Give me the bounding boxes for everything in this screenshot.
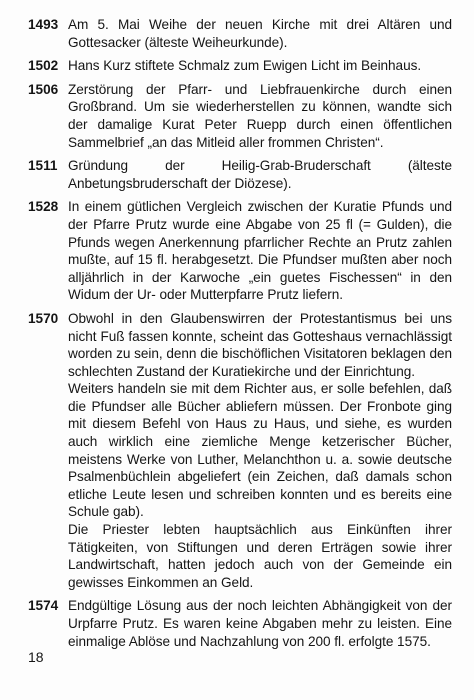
entry-text	[68, 81, 452, 151]
entry-text	[68, 57, 452, 75]
chronicle-entry	[28, 16, 452, 51]
entry-year: 1506	[28, 81, 59, 97]
entry-text	[68, 16, 452, 51]
entry-paragraph: Hans Kurz stiftete Schmalz zum Ewigen Licht im Beinhaus.	[68, 58, 422, 74]
entry-year: 1570	[28, 310, 59, 326]
chronicle-entry	[28, 57, 452, 75]
entry-year: 1574	[28, 598, 59, 614]
chronicle-entry	[28, 157, 452, 192]
entry-paragraph: Gründung der Heilig-Grab-Bruderschaft (älteste Anbetungsbruderschaft der Diözese).	[68, 158, 452, 191]
entry-paragraph: Obwohl in den Glaubenswirren der Protestantismus bei uns nicht Fuß fassen konnte, scheint das Gotteshaus vernachlässigt worden zu sein, denn die bischöflichen Visitatoren beklagen den schlechten Zustand der Kuratiekirche und der Einrichtung.	[68, 310, 452, 379]
chronicle-entry	[28, 597, 452, 650]
chronicle-entry	[28, 198, 452, 304]
chronicle-entry	[28, 310, 452, 592]
entry-paragraph: Zerstörung der Pfarr- und Liebfrauenkirche durch einen Großbrand. Um sie wiederherstellen zu können, wandte sich der damalige Kurat Peter Ruepp durch einen öffentlichen Sammelbrief „an das Mitleid aller frommen Christen“.	[68, 81, 452, 150]
chronicle-entry	[28, 81, 452, 151]
entry-paragraph: Am 5. Mai Weihe der neuen Kirche mit drei Altären und Gottesacker (älteste Weiheurkunde).	[68, 17, 452, 50]
entry-year: 1493	[28, 17, 59, 32]
entry-year: 1511	[28, 158, 58, 174]
entry-year: 1502	[28, 58, 59, 74]
entry-paragraph: Endgültige Lösung aus der noch leichten Abhängigkeit von der Urpfarre Prutz. Es waren keine Abgaben mehr zu leisten. Eine einmalige Ablöse und Nachzahlung von 200 fl. erfolgte 1575.	[68, 598, 452, 649]
entry-year: 1528	[28, 199, 59, 215]
entry-paragraph: Weiters handeln sie mit dem Richter aus, er solle befehlen, daß die Pfundser alle Bücher abliefern müssen. Der Fronbote ging mit diesem Befehl von Haus zu Haus, und siehe, es wurden auch wirklich eine ziemliche Menge ketzerischer Bücher, meistens Werke von Luther, Melanchthon u. a. sowie deutsche Psalmenbüchlein abgeliefert (ein Zeichen, daß damals schon etliche Leute lesen und schreiben konnten und es bereits eine Schule gab).	[68, 381, 452, 520]
entry-text	[68, 597, 452, 650]
entry-text	[68, 157, 452, 192]
page-number: 18	[28, 649, 44, 665]
entry-paragraph: Die Priester lebten hauptsächlich aus Einkünften ihrer Tätigkeiten, von Stiftungen und deren Erträgen sowie ihrer Landwirtschaft, hatten jedoch auch von der Gemeinde ein gewisses Einkommen an Geld.	[68, 522, 452, 590]
chronicle-entries	[28, 16, 452, 656]
entry-text	[68, 198, 452, 304]
entry-paragraph: In einem gütlichen Vergleich zwischen der Kuratie Pfunds und der Pfarre Prutz wurde eine Abgabe von 25 fl (= Gulden), die Pfunds wegen Anerkennung pfarrlicher Rechte an Prutz zahlen mußte, auf 15 fl. herabgesetzt. Die Pfundser mußten aber noch alljährlich in der Karwoche „ein guetes Fischessen“ in den Widum der Ur- oder Mutterpfarre Prutz liefern.	[68, 199, 452, 303]
entry-text	[68, 310, 452, 592]
